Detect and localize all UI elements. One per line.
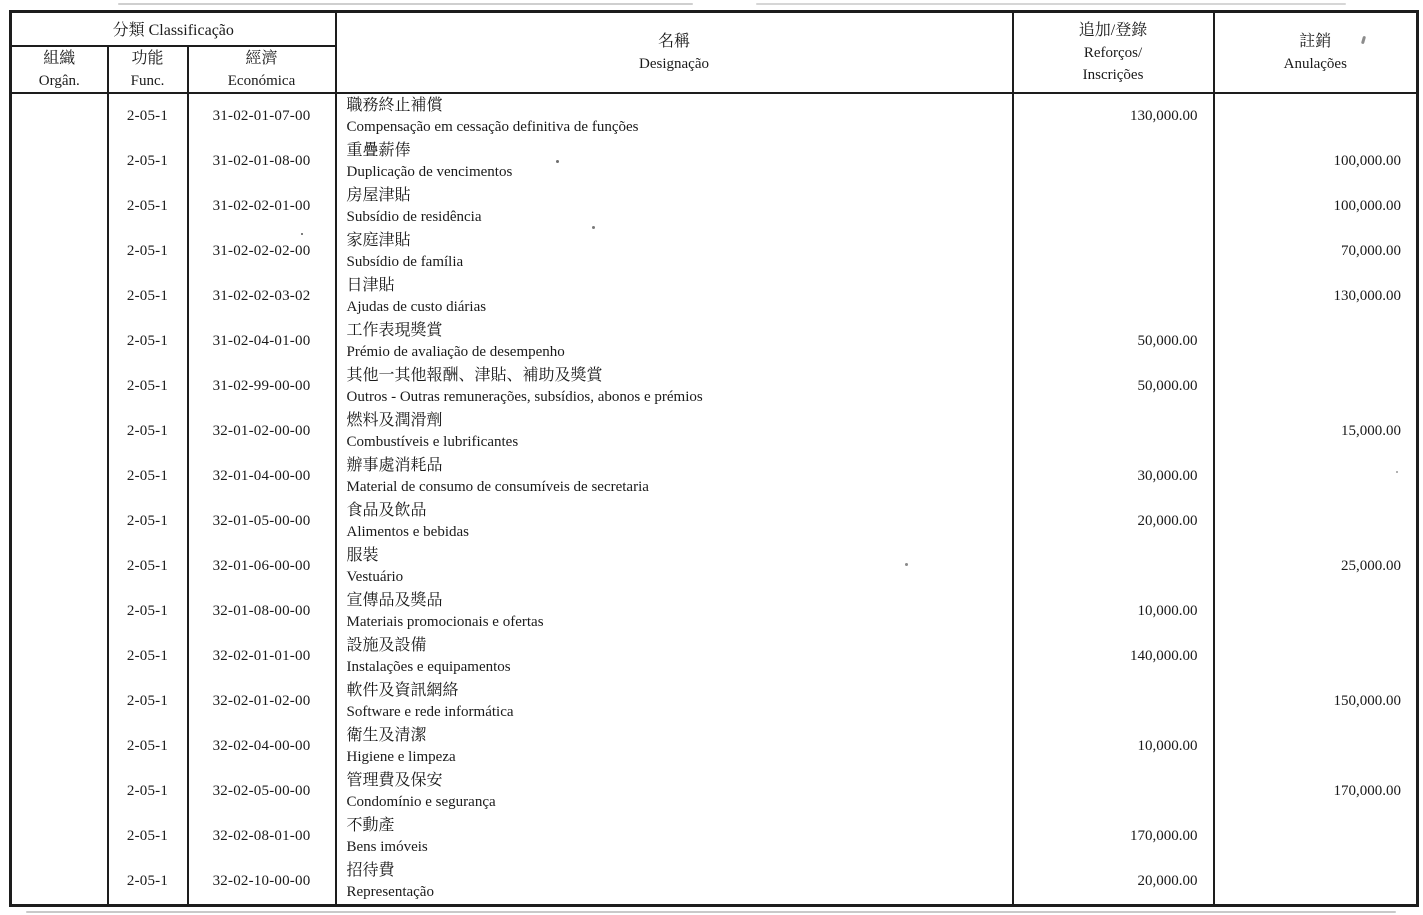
cell-economic-code: 32-02-10-00-00 (188, 859, 336, 906)
table-row (11, 319, 1418, 364)
cell-economic-code: 32-01-08-00-00 (188, 589, 336, 634)
designation-pt: Instalações e equipamentos (346, 658, 511, 675)
designation-pt: Subsídio de residência (346, 208, 482, 225)
cell-designation (336, 184, 1013, 229)
cell-cancellations-amount: 25,000.00 (1214, 544, 1418, 589)
table-row (11, 814, 1418, 859)
designation-zh: 家庭津貼 (346, 231, 411, 249)
cell-organ-code (11, 859, 108, 906)
designation-pt: Bens imóveis (346, 838, 428, 855)
cell-economic-code: 31-02-04-01-00 (188, 319, 336, 364)
designation-pt: Compensação em cessação definitiva de funções (346, 118, 639, 135)
cell-functional-code: 2-05-1 (108, 364, 188, 409)
designation-zh: 衛生及清潔 (346, 726, 427, 744)
cell-reinforcements-amount: 10,000.00 (1013, 589, 1214, 634)
table-row (11, 679, 1418, 724)
table-row (11, 139, 1418, 184)
scan-artifact (26, 911, 1396, 913)
cell-cancellations-amount (1214, 814, 1418, 859)
cell-reinforcements-amount (1013, 679, 1214, 724)
header-classification-group (11, 12, 336, 46)
cell-organ-code (11, 679, 108, 724)
cell-reinforcements-amount (1013, 184, 1214, 229)
cell-economic-code: 32-02-01-02-00 (188, 679, 336, 724)
cell-reinforcements-amount: 50,000.00 (1013, 364, 1214, 409)
cell-economic-code: 32-01-05-00-00 (188, 499, 336, 544)
cell-reinforcements-amount: 20,000.00 (1013, 859, 1214, 906)
cell-designation (336, 364, 1013, 409)
scan-artifact (118, 3, 693, 5)
cell-economic-code: 32-02-04-00-00 (188, 724, 336, 769)
cell-organ-code (11, 454, 108, 499)
table-row (11, 544, 1418, 589)
cell-functional-code: 2-05-1 (108, 93, 188, 139)
table-row (11, 859, 1418, 906)
cell-organ-code (11, 229, 108, 274)
cell-economic-code: 32-01-02-00-00 (188, 409, 336, 454)
cell-designation (336, 319, 1013, 364)
table-row (11, 274, 1418, 319)
designation-zh: 設施及設備 (346, 636, 427, 654)
table-row (11, 364, 1418, 409)
designation-zh: 辦事處消耗品 (346, 456, 443, 474)
table-row (11, 724, 1418, 769)
cell-functional-code: 2-05-1 (108, 409, 188, 454)
cell-designation (336, 589, 1013, 634)
header-cancellations-pt: Anulações (1283, 55, 1347, 72)
cell-cancellations-amount: 130,000.00 (1214, 274, 1418, 319)
cell-organ-code (11, 184, 108, 229)
header-reinforcements-pt1: Reforços/ (1083, 44, 1143, 61)
scan-artifact (756, 3, 1346, 5)
cell-organ-code (11, 93, 108, 139)
cell-reinforcements-amount (1013, 274, 1214, 319)
cell-reinforcements-amount: 30,000.00 (1013, 454, 1214, 499)
cell-cancellations-amount (1214, 634, 1418, 679)
table-row (11, 589, 1418, 634)
cell-cancellations-amount (1214, 499, 1418, 544)
cell-functional-code: 2-05-1 (108, 229, 188, 274)
cell-designation (336, 724, 1013, 769)
cell-functional-code: 2-05-1 (108, 859, 188, 906)
designation-zh: 日津貼 (346, 276, 395, 294)
cell-designation (336, 634, 1013, 679)
designation-zh: 工作表現獎賞 (346, 321, 443, 339)
cell-designation (336, 769, 1013, 814)
cell-organ-code (11, 724, 108, 769)
designation-pt: Alimentos e bebidas (346, 523, 469, 540)
header-cancellations (1214, 12, 1418, 93)
cell-designation (336, 274, 1013, 319)
table-header (11, 12, 1418, 93)
table-row (11, 409, 1418, 454)
cell-functional-code: 2-05-1 (108, 184, 188, 229)
cell-economic-code: 31-02-02-02-00 (188, 229, 336, 274)
cell-functional-code: 2-05-1 (108, 139, 188, 184)
cell-reinforcements-amount (1013, 139, 1214, 184)
designation-zh: 職務終止補償 (346, 96, 443, 114)
cell-functional-code: 2-05-1 (108, 319, 188, 364)
cell-organ-code (11, 319, 108, 364)
cell-economic-code: 32-02-05-00-00 (188, 769, 336, 814)
table-row (11, 634, 1418, 679)
cell-cancellations-amount: 15,000.00 (1214, 409, 1418, 454)
cell-designation (336, 814, 1013, 859)
cell-organ-code (11, 364, 108, 409)
table-row (11, 499, 1418, 544)
header-functional-zh: 功能 (131, 49, 164, 67)
cell-economic-code: 31-02-01-08-00 (188, 139, 336, 184)
header-cancellations-zh: 註銷 (1299, 32, 1332, 50)
cell-organ-code (11, 634, 108, 679)
cell-organ-code (11, 769, 108, 814)
header-reinforcements (1013, 12, 1214, 93)
designation-pt: Material de consumo de consumíveis de secretaria (346, 478, 649, 495)
cell-functional-code: 2-05-1 (108, 454, 188, 499)
cell-organ-code (11, 499, 108, 544)
designation-pt: Software e rede informática (346, 703, 514, 720)
cell-designation (336, 544, 1013, 589)
cell-designation (336, 139, 1013, 184)
header-designation (336, 12, 1013, 93)
cell-designation (336, 454, 1013, 499)
cell-reinforcements-amount (1013, 229, 1214, 274)
designation-zh: 其他一其他報酬、津貼、補助及獎賞 (346, 366, 603, 384)
designation-pt: Combustíveis e lubrificantes (346, 433, 519, 450)
cell-functional-code: 2-05-1 (108, 679, 188, 724)
designation-pt: Vestuário (346, 568, 404, 585)
header-designation-pt: Designação (639, 55, 709, 72)
cell-economic-code: 32-01-06-00-00 (188, 544, 336, 589)
cell-organ-code (11, 544, 108, 589)
cell-organ-code (11, 589, 108, 634)
header-economic-zh: 經濟 (245, 49, 278, 67)
designation-zh: 重疊薪俸 (346, 141, 411, 159)
cell-organ-code (11, 814, 108, 859)
cell-designation (336, 229, 1013, 274)
cell-functional-code: 2-05-1 (108, 589, 188, 634)
designation-pt: Representação (346, 883, 434, 900)
cell-reinforcements-amount: 50,000.00 (1013, 319, 1214, 364)
cell-organ-code (11, 139, 108, 184)
designation-zh: 軟件及資訊網絡 (346, 681, 459, 699)
cell-reinforcements-amount: 20,000.00 (1013, 499, 1214, 544)
designation-pt: Materiais promocionais e ofertas (346, 613, 544, 630)
cell-designation (336, 93, 1013, 139)
cell-reinforcements-amount (1013, 769, 1214, 814)
cell-functional-code: 2-05-1 (108, 814, 188, 859)
cell-functional-code: 2-05-1 (108, 634, 188, 679)
cell-reinforcements-amount: 10,000.00 (1013, 724, 1214, 769)
designation-pt: Subsídio de família (346, 253, 464, 270)
designation-zh: 燃料及潤滑劑 (346, 411, 443, 429)
header-designation-zh: 名稱 (658, 32, 691, 50)
cell-economic-code: 32-02-08-01-00 (188, 814, 336, 859)
cell-functional-code: 2-05-1 (108, 724, 188, 769)
cell-cancellations-amount (1214, 364, 1418, 409)
cell-cancellations-amount (1214, 93, 1418, 139)
designation-zh: 宣傳品及獎品 (346, 591, 443, 609)
cell-economic-code: 31-02-02-03-02 (188, 274, 336, 319)
cell-designation (336, 409, 1013, 454)
cell-functional-code: 2-05-1 (108, 769, 188, 814)
cell-designation (336, 499, 1013, 544)
designation-pt: Prémio de avaliação de desempenho (346, 343, 565, 360)
cell-functional-code: 2-05-1 (108, 544, 188, 589)
cell-cancellations-amount (1214, 724, 1418, 769)
designation-zh: 食品及飲品 (346, 501, 427, 519)
header-functional (108, 46, 188, 93)
cell-cancellations-amount (1214, 859, 1418, 906)
designation-zh: 招待費 (346, 861, 395, 879)
cell-economic-code: 32-02-01-01-00 (188, 634, 336, 679)
cell-functional-code: 2-05-1 (108, 274, 188, 319)
designation-pt: Outros - Outras remunerações, subsídios, abonos e prémios (346, 388, 703, 405)
cell-cancellations-amount: 70,000.00 (1214, 229, 1418, 274)
header-reinforcements-pt2: Inscrições (1082, 66, 1144, 83)
cell-economic-code: 32-01-04-00-00 (188, 454, 336, 499)
budget-table (9, 10, 1419, 907)
cell-reinforcements-amount (1013, 544, 1214, 589)
designation-zh: 房屋津貼 (346, 186, 411, 204)
designation-pt: Condomínio e segurança (346, 793, 496, 810)
cell-designation (336, 679, 1013, 724)
cell-reinforcements-amount: 140,000.00 (1013, 634, 1214, 679)
cell-cancellations-amount: 150,000.00 (1214, 679, 1418, 724)
header-economic (188, 46, 336, 93)
table-row (11, 184, 1418, 229)
designation-pt: Higiene e limpeza (346, 748, 456, 765)
cell-cancellations-amount (1214, 589, 1418, 634)
header-economic-pt: Económica (227, 72, 296, 89)
designation-zh: 管理費及保安 (346, 771, 443, 789)
cell-cancellations-amount: 100,000.00 (1214, 184, 1418, 229)
cell-cancellations-amount: 170,000.00 (1214, 769, 1418, 814)
table-row (11, 93, 1418, 139)
table-row (11, 769, 1418, 814)
cell-cancellations-amount (1214, 454, 1418, 499)
header-reinforcements-zh: 追加/登錄 (1078, 21, 1148, 39)
cell-designation (336, 859, 1013, 906)
cell-functional-code: 2-05-1 (108, 499, 188, 544)
header-classification-label: 分類 Classificação (112, 22, 234, 40)
header-organ-pt: Orgân. (38, 72, 80, 89)
header-organ (11, 46, 108, 93)
designation-pt: Ajudas de custo diárias (346, 298, 487, 315)
designation-pt: Duplicação de vencimentos (346, 163, 513, 180)
header-organ-zh: 組織 (43, 49, 76, 67)
cell-cancellations-amount: 100,000.00 (1214, 139, 1418, 184)
cell-economic-code: 31-02-01-07-00 (188, 93, 336, 139)
cell-economic-code: 31-02-99-00-00 (188, 364, 336, 409)
cell-organ-code (11, 274, 108, 319)
cell-reinforcements-amount: 170,000.00 (1013, 814, 1214, 859)
cell-cancellations-amount (1214, 319, 1418, 364)
designation-zh: 服裝 (346, 546, 379, 564)
header-functional-pt: Func. (130, 72, 165, 89)
cell-economic-code: 31-02-02-01-00 (188, 184, 336, 229)
table-body (11, 93, 1418, 906)
table-row (11, 229, 1418, 274)
table-row (11, 454, 1418, 499)
designation-zh: 不動產 (346, 816, 395, 834)
cell-reinforcements-amount (1013, 409, 1214, 454)
cell-reinforcements-amount: 130,000.00 (1013, 93, 1214, 139)
cell-organ-code (11, 409, 108, 454)
